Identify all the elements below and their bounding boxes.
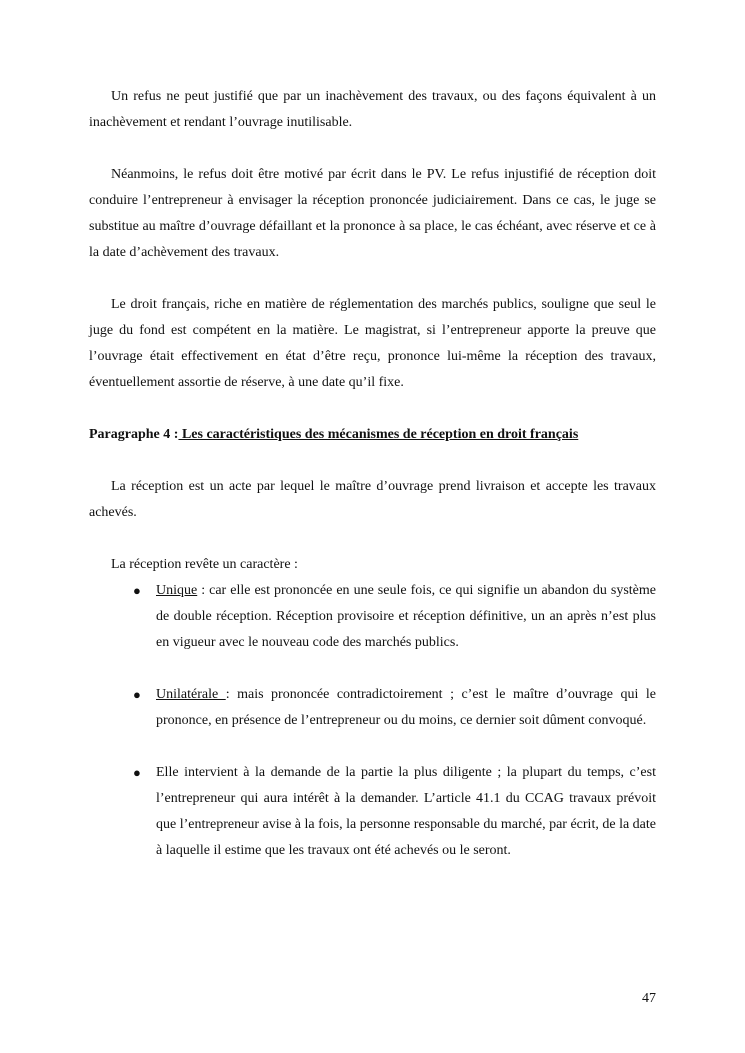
heading-title: Les caractéristiques des mécanismes de réception en droit français	[178, 427, 579, 442]
characteristics-list	[89, 578, 656, 864]
paragraph-caractere: La réception revête un caractère :	[111, 557, 298, 572]
bullet-text-unilaterale: : mais prononcée contradictoirement ; c’est le maître d’ouvrage qui le prononce, en présence de l’entrepreneur ou du moins, ce dernier soit dûment convoqué.	[156, 687, 657, 728]
page-number: 47	[642, 991, 656, 1006]
bullet-label-unique: Unique	[156, 583, 198, 598]
bullet-text-unique: : car elle est prononcée en une seule fois, ce qui signifie un abandon du système de double réception. Réception provisoire et réception définitive, un an après n’est plus en vigueur avec le nouveau code des marchés publics.	[156, 583, 656, 650]
section-heading	[89, 422, 656, 448]
paragraph-neanmoins: Néanmoins, le refus doit être motivé par écrit dans le PV. Le refus injustifié de réception doit conduire l’entrepreneur à envisager la réception prononcée judiciairement. Dans ce cas, le juge se substitue au maître d’ouvrage défaillant et la prononce à sa place, le cas échéant, avec réserve et ce à la date d’achèvement des travaux.	[89, 167, 656, 260]
paragraph-reception: La réception est un acte par lequel le maître d’ouvrage prend livraison et accepte les travaux achevés.	[89, 479, 656, 520]
bullet-icon: ●	[133, 687, 141, 702]
bullet-label-unilaterale: Unilatérale	[156, 687, 226, 702]
paragraph-refus: Un refus ne peut justifié que par un inachèvement des travaux, ou des façons équivalent à un inachèvement et rendant l’ouvrage inutilisable.	[89, 89, 656, 130]
heading-prefix: Paragraphe 4 :	[89, 427, 179, 442]
bullet-text-diligente: Elle intervient à la demande de la partie la plus diligente ; la plupart du temps, c’est l’entrepreneur qui aura intérêt à la demander. L’article 41.1 du CCAG travaux prévoit que l’entrepreneur avise à la fois, la personne responsable du marché, par écrit, de la date à laquelle il estime que les travaux ont été achevés ou le seront.	[156, 765, 656, 858]
list-item-unique	[89, 578, 656, 656]
page-content	[89, 84, 656, 864]
paragraph-droit-francais: Le droit français, riche en matière de réglementation des marchés publics, souligne que seul le juge du fond est compétent en la matière. Le magistrat, si l’entrepreneur apporte la preuve que l’ouvrage était effectivement en état d’être reçu, prononce lui-même la réception des travaux, éventuellement assortie de réserve, à une date qu’il fixe.	[89, 297, 656, 390]
list-item-unilaterale	[89, 682, 656, 734]
bullet-icon: ●	[133, 765, 141, 780]
list-item-diligente	[89, 760, 656, 864]
bullet-icon: ●	[133, 583, 141, 598]
